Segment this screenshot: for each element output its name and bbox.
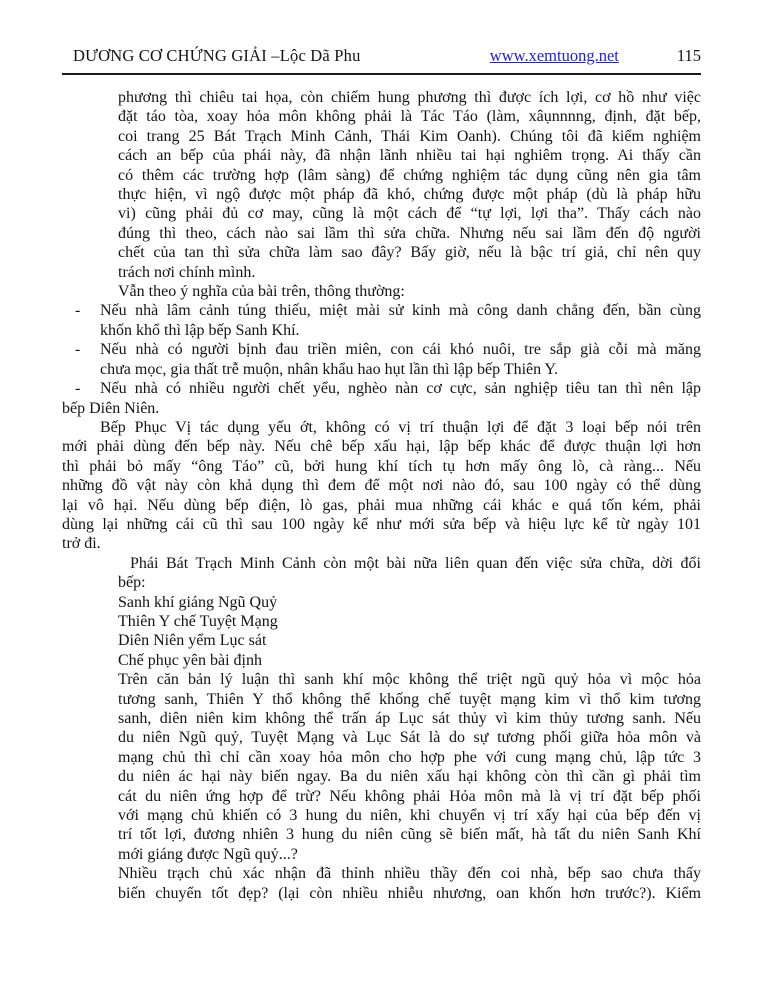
text-line: phương thì chiêu tai họa, còn chiếm hung phương thì được ích lợi, cơ hồ như việc — [118, 89, 701, 106]
text-line: thực hiện, vì ngộ được một pháp đã khó, chứng được một pháp (dù là pháp hữu — [118, 186, 701, 204]
text-line: có thêm các trường hợp (lâm sàng) để chứng nghiệm tác dụng cũng nên gia tâm — [118, 166, 701, 184]
text-line: bếp: — [118, 574, 146, 592]
text-line: du niên Ngũ quỷ, Tuyệt Mạng và Lục Sát là do sự tương phối giữa hỏa môn và — [118, 729, 701, 747]
bullet-dash: - — [75, 341, 81, 359]
text-line: Vẫn theo ý nghĩa của bài trên, thông thường: — [118, 283, 405, 301]
text-line: Diên Niên yểm Lục sát — [118, 632, 267, 650]
text-line: dùng lại những cái cũ thì sau 100 ngày kể như mới sửa bếp và hiệu lực kể từ ngày 101 — [62, 515, 701, 533]
paragraph-continuation — [62, 88, 701, 282]
text-line: vi) cũng phải đủ cơ may, cũng là một cách để “tự lợi, lợi tha”. Thấy cách nào — [118, 205, 701, 223]
text-line: Sanh khí giáng Ngũ Quỷ — [118, 593, 278, 611]
paragraph-ly-luan — [62, 670, 701, 864]
text-line: mạng chủ thì chỉ cần xoay hỏa môn cho hợp phe với cung mạng chủ, lập tức 3 — [118, 748, 701, 766]
text-line: Thiên Y chế Tuyệt Mạng — [118, 612, 278, 630]
book-title: DƯƠNG CƠ CHỨNG GIẢI –Lộc Dã Phu — [73, 46, 361, 65]
text-line: trở đi. — [62, 535, 101, 553]
paragraph-intro-van-theo — [62, 282, 701, 301]
bullet-item-sanh-khi — [62, 301, 701, 340]
text-line: biến chuyển tốt đẹp? (lại còn nhiều nhiễu nhương, oan khốn hơn trước?). Kiểm — [118, 884, 701, 902]
text-line: coi trang 25 Bát Trạch Minh Cảnh, Thái Kim Oanh). Chúng tôi đã kiểm nghiệm — [118, 127, 701, 145]
text-line: trách nơi chính mình. — [118, 263, 256, 281]
bullet-dash: - — [75, 380, 81, 398]
text-line: đúng thì theo, cách nào sai lầm thì sửa chữa. Nhưng nếu sai lầm đến độ người — [118, 224, 701, 242]
page-body — [0, 88, 765, 903]
text-line: sanh, diên niên kim không thể trấn áp Lục sát thủy vì kim thủy tương sanh. Nếu — [118, 710, 701, 727]
text-line: những đồ vật này còn khả dụng thì đem để một nơi nào đó, sau 100 ngày có thể dùng — [62, 477, 701, 495]
page-header — [0, 0, 765, 66]
text-line: - Nếu nhà lâm cảnh túng thiếu, miệt mài sử kinh mà công danh chẳng đến, bần cùng — [75, 302, 701, 320]
text-line: cát du niên ứng hợp để trừ? Nếu không phải Hỏa môn mà là vị trí đặt bếp phối — [118, 787, 701, 805]
paragraph-trach-chu — [62, 864, 701, 903]
text-line: tương sanh, Thiên Y thổ không thể khống chế tuyệt mạng kim vì thổ kim tương — [118, 690, 701, 708]
text-line: khốn khổ thì lập bếp Sanh Khí. — [100, 321, 300, 339]
text-line: bếp Diên Niên. — [62, 399, 160, 417]
site-link[interactable]: www.xemtuong.net — [489, 46, 619, 65]
text-line: đặt táo tòa, xoay hỏa môn không phải là Tác Táo (làm, xâụnnnng, định, đặt bếp, — [118, 108, 701, 126]
text-line: mới giáng được Ngũ quỷ...? — [118, 845, 298, 863]
header-rule — [62, 73, 701, 75]
text-line: cách an bếp của phái này, đã nhận lãnh nhiều tai hại nghiêm trọng. Ai thấy cần — [118, 147, 701, 165]
text-line: trí tốt lợi, đương nhiên 3 hung du niên cũng sẽ biến mất, hà tất du niên Sanh Khí — [118, 826, 701, 844]
bullet-dash: - — [75, 302, 81, 320]
paragraph-bep-phuc-vi — [62, 418, 701, 554]
text-line: Bếp Phục Vị tác dụng yếu ớt, không có vị trí thuận lợi để đặt 3 loại bếp nói trên — [100, 418, 701, 436]
verse-four-lines — [62, 593, 701, 671]
paragraph-phai-bat-trach — [62, 554, 701, 593]
bullet-item-thien-y — [62, 340, 701, 379]
text-line: - Nếu nhà có nhiều người chết yểu, nghèo nàn cơ cực, sản nghiệp tiêu tan thì nên lập — [75, 380, 701, 398]
text-line: mới phải dùng đến bếp này. Nếu chê bếp xấu hại, lập bếp khác để được thuận lợi hơn — [62, 438, 701, 456]
text-line: Chế phục yên bài định — [118, 651, 262, 669]
bullet-item-dien-nien — [62, 379, 701, 418]
text-line: chưa mọc, gia thất trễ muộn, nhân khẩu hao hụt lần thì lập bếp Thiên Y. — [100, 360, 559, 378]
text-line: chết của tan thì sửa chữa làm sao đây? Bấy giờ, nếu là bậc trí giả, chỉ nên quy — [118, 244, 701, 262]
text-line: du niên ác hại này biến ngay. Ba du niên xấu hại không còn thì cần gì phải tìm — [118, 768, 701, 786]
text-line: thì phải bỏ mấy “ông Táo” cũ, bởi hung khí tích tụ hơn mấy ông lò, cà ràng... Nếu — [62, 457, 701, 475]
text-line: Phái Bát Trạch Minh Cảnh còn một bài nữa liên quan đến việc sửa chữa, dời đổi — [130, 554, 701, 572]
page-number: 115 — [676, 46, 701, 65]
text-line: lại vô hại. Nếu dùng bếp điện, lò gas, phải mua những cái khác e quá tốn kém, phải — [62, 496, 701, 514]
text-line: - Nếu nhà có người bịnh đau triền miên, con cái khó nuôi, tre sắp già cỗi mà măng — [75, 341, 701, 359]
text-line: Nhiều trạch chủ xác nhận đã thỉnh nhiều thầy đến coi nhà, bếp sao chưa thấy — [118, 865, 701, 883]
text-line: Trên căn bản lý luận thì sanh khí mộc không thể triệt ngũ quỷ hỏa vì mộc hỏa — [118, 671, 701, 689]
text-line: với mạng chủ khiến có 3 hung du niên, khi chuyển vị trí xấy hại của bếp đến vị — [118, 807, 701, 825]
